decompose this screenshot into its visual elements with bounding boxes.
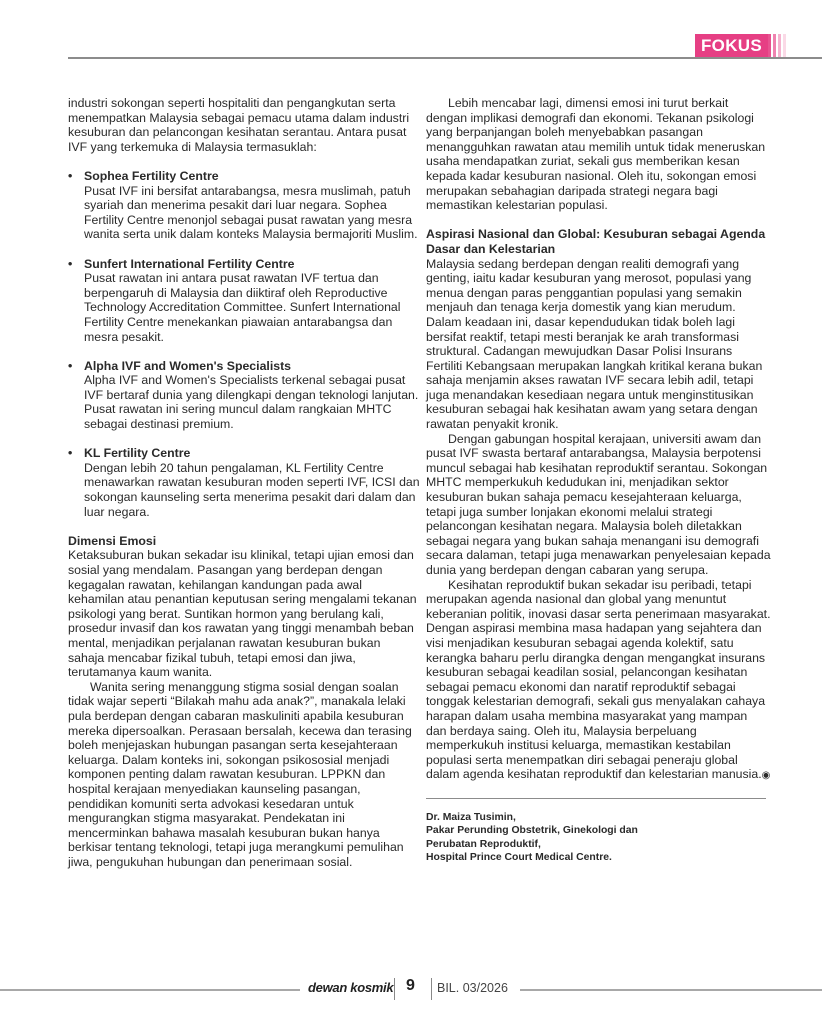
signature-divider [426, 798, 766, 799]
bullet-text: Pusat rawatan ini antara pusat rawatan IVF tertua dan berpengaruh di Malaysia dan diiktiraf oleh Reproductive Technology Accreditation Committee. Sunfert International Fertility Centre menekankan piawaian antarabangsa dan mesra pesakit. [84, 271, 401, 344]
closing-paragraph-text: Kesihatan reproduktif bukan sekadar isu peribadi, tetapi merupakan agenda nasional dan global yang menuntut keberanian politik, inovasi dasar serta penerimaan masyarakat. Dengan aspirasi membina masa hadapan yang sejahtera dan visi menjadikan kesuburan sebagai agenda kolektif, satu kerangka baharu perlu dirangka dengan mengangkat insurans kesuburan sebagai keadilan sosial, pelancongan kesihatan sebagai pemacu ekonomi dan naratif reproduktif sebagai tonggak kelestarian demografi, sekali gus menyalakan cahaya harapan dalam usaha membina masyarakat yang mampan dan berdaya saing. Oleh itu, Malaysia berpeluang memperkukuh institusi keluarga, memastikan kestabilan populasi serta menempatkan diri sebagai peneraju global dalam agenda kesihatan reproduktif dan kelestarian manusia. [426, 577, 771, 782]
author-name: Dr. Maiza Tusimin, [426, 811, 516, 823]
list-item [68, 446, 420, 519]
list-item [68, 359, 420, 432]
list-item [68, 169, 420, 242]
footer-rule-right [520, 989, 822, 991]
author-title-line: Pakar Perunding Obstetrik, Ginekologi dan [426, 825, 638, 837]
end-of-article-icon: ◉ [761, 770, 771, 782]
list-item [68, 257, 420, 345]
bullet-title: Alpha IVF and Women's Specialists [84, 358, 292, 373]
page-footer [0, 974, 822, 1004]
section-heading-aspirasi: Aspirasi Nasional dan Global: Kesuburan sebagai Agenda Dasar dan Kelestarian [426, 227, 766, 256]
bullet-title: Sophea Fertility Centre [84, 168, 219, 183]
bullet-icon: • [68, 168, 73, 183]
author-title-line: Perubatan Reproduktif, [426, 838, 541, 850]
body-paragraph: Lebih mencabar lagi, dimensi emosi ini turut berkait dengan implikasi demografi dan ekonomi. Tekanan psikologi yang berpanjangan boleh menyebabkan pasangan menangguhkan rawatan atau memilih untuk tidak meneruskan usaha mendapatkan zuriat, sekali gus memberikan kesan kepada kadar kesuburan nasional. Oleh itu, sokongan emosi merupakan sebahagian daripada strategi negara bagi memastikan kelestarian populasi. [426, 96, 766, 213]
body-paragraph: Ketaksuburan bukan sekadar isu klinikal, tetapi ujian emosi dan sosial yang mendalam. Pasangan yang berdepan dengan kegagalan rawatan, kehilangan kandungan pada awal kehamilan atau penantian keputusan sering mengalami tekanan psikologi yang berat. Suntikan hormon yang berulang kali, prosedur invasif dan kos rawatan yang tinggi menambah beban mental, menjadikan perjalanan rawatan kesuburan bukan sahaja mencabar fizikal tubuh, tetapi emosi dan jiwa, terutamanya kaum wanita. [68, 548, 417, 680]
right-column [426, 96, 771, 865]
intro-paragraph: industri sokongan seperti hospitaliti dan pengangkutan serta menempatkan Malaysia sebagai pemacu utama dalam industri kesuburan dan pelancongan kesihatan serantau. Antara pusat IVF yang terkemuka di Malaysia termasuklah: [68, 96, 410, 154]
section-tag: FOKUS [695, 34, 768, 57]
bullet-text: Pusat IVF ini bersifat antarabangsa, mesra muslimah, patuh syariah dan menerima pesakit dari luar negara. Sophea Fertility Centre menonjol sebagai pusat rawatan yang mesra wanita serta unik dalam konteks Malaysia bermajoriti Muslim. [84, 183, 418, 242]
section-tag-stripes [768, 34, 788, 57]
header-rule [68, 57, 822, 59]
body-paragraph: Dengan gabungan hospital kerajaan, universiti awam dan pusat IVF swasta bertaraf antarabangsa, Malaysia berpotensi muncul sebagai hab kesihatan reproduktif serantau. Sokongan MHTC memperkukuh kedudukan ini, menjadikan sektor kesuburan bukan sahaja pemacu kesejahteraan keluarga, tetapi juga sumber lonjakan ekonomi melalui strategi pelancongan kesihatan negara. Malaysia boleh diletakkan sebagai negara yang bukan sahaja menangani isu demografi secara dalaman, tetapi juga menawarkan penyelesaian kepada dunia yang berdepan dengan cabaran yang serupa. [426, 431, 771, 577]
footer-rule-left [0, 989, 300, 991]
footer-separator [394, 978, 395, 1000]
bullet-text: Alpha IVF and Women's Specialists terkenal sebagai pusat IVF bertaraf dunia yang dilengkapi dengan teknologi lanjutan. Pusat rawatan ini sering muncul dalam rangkaian MHTC sebagai destinasi premium. [84, 373, 419, 432]
bullet-icon: • [68, 358, 73, 373]
bullet-icon: • [68, 446, 73, 461]
left-column [68, 96, 420, 869]
issue-number: BIL. 03/2026 [437, 981, 508, 995]
section-heading-dimensi-emosi: Dimensi Emosi [68, 533, 157, 548]
bullet-icon: • [68, 256, 73, 271]
body-paragraph: Malaysia sedang berdepan dengan realiti demografi yang genting, iaitu kadar kesuburan yang merosot, populasi yang menua dengan paras penggantian populasi yang semakin menjauh dan tenaga kerja domestik yang kian merudum. Dalam keadaan ini, dasar kependudukan tidak boleh lagi bersifat reaktif, tetapi mesti beranjak ke arah transformasi struktural. Cadangan mewujudkan Dasar Polisi Insurans Fertiliti Kebangsaan merupakan langkah kritikal kerana bukan sahaja menjamin akses rawatan IVF secara lebih adil, tetapi juga menandakan kesediaan negara untuk menginstitusikan kesuburan sebagai hak kesihatan awam yang setara dengan rawatan penyakit kronik. [426, 256, 763, 432]
footer-separator [431, 978, 432, 1000]
author-signature [426, 811, 771, 865]
bullet-text: Dengan lebih 20 tahun pengalaman, KL Fertility Centre menawarkan rawatan kesuburan moden seperti IVF, ICSI dan sokongan kaunseling serta menerima pesakit dari dalam dan luar negara. [84, 460, 420, 519]
bullet-title: KL Fertility Centre [84, 446, 191, 461]
magazine-logo: dewan kosmik [308, 980, 394, 995]
body-paragraph: Wanita sering menanggung stigma sosial dengan soalan tidak wajar seperti “Bilakah mahu ada anak?”, manakala lelaki pula berdepan dengan cabaran maskuliniti apabila kesuburan mereka dipersoalkan. Perasaan bersalah, kecewa dan terasing boleh menjejaskan hubungan pasangan serta kesejahteraan keluarga. Dalam konteks ini, sokongan psikososial menjadi komponen penting dalam rawatan kesuburan. LPPKN dan hospital kerajaan menyediakan kaunseling pasangan, pendidikan komuniti serta advokasi kesedaran untuk mengurangkan stigma masyarakat. Pendekatan ini mencerminkan bahawa masalah kesuburan bukan hanya berkisar tentang teknologi, tetapi juga merangkumi pemulihan jiwa, pengukuhan hubungan dan penerimaan sosial. [68, 679, 412, 869]
author-affiliation: Hospital Prince Court Medical Centre. [426, 852, 612, 864]
page-number: 9 [406, 977, 415, 994]
body-paragraph [426, 578, 771, 784]
bullet-title: Sunfert International Fertility Centre [84, 256, 295, 271]
